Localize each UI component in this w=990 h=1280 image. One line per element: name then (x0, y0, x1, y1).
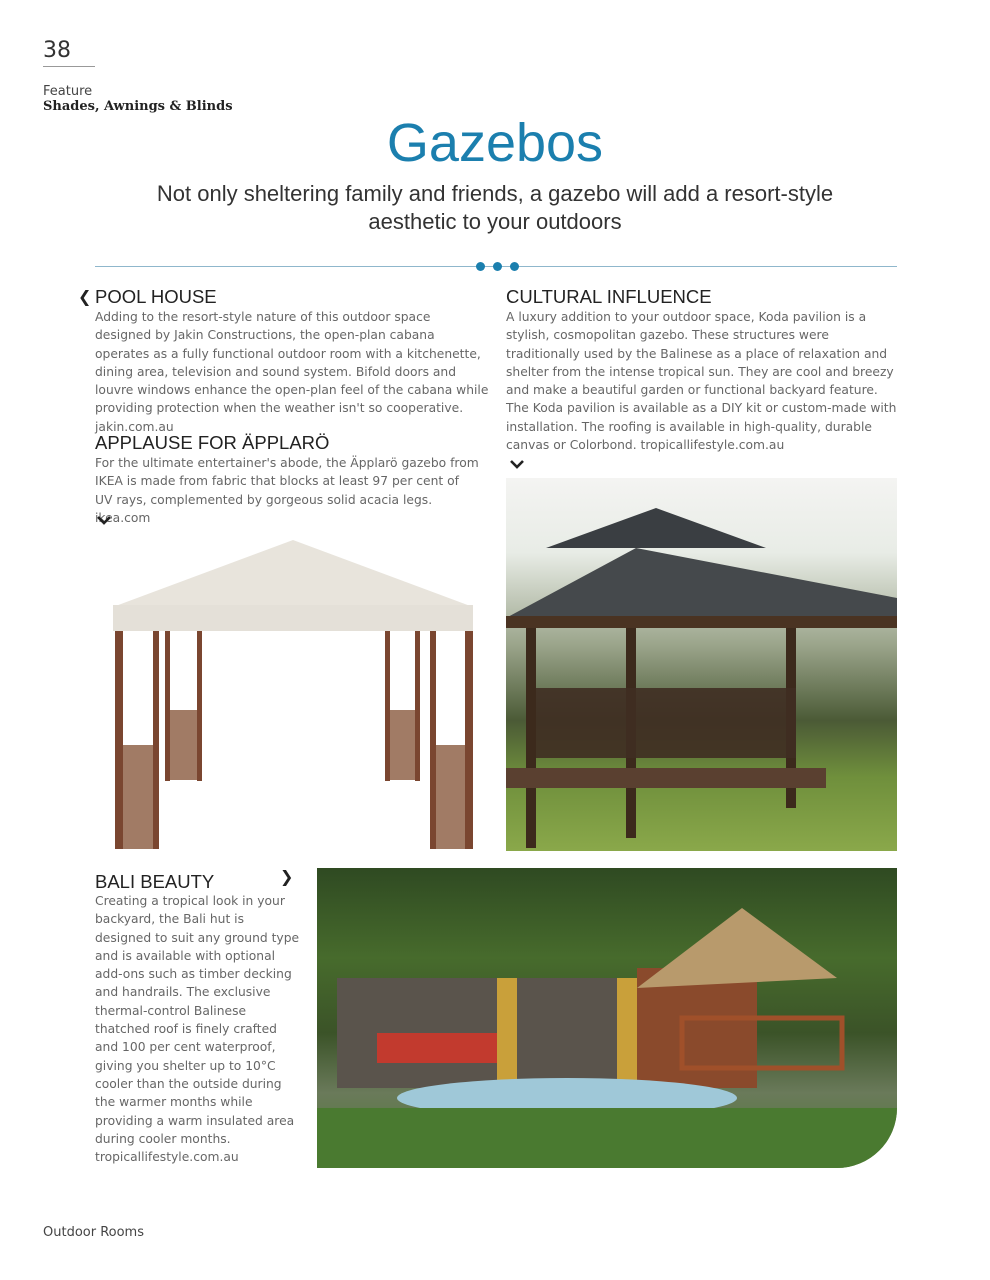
chevron-down-icon (96, 515, 112, 525)
koda-pavilion-photo (506, 478, 897, 851)
section-label (43, 84, 233, 114)
bali-hut-photo (317, 868, 897, 1168)
divider-dot (476, 262, 485, 271)
chevron-right-icon: ❯ (280, 867, 294, 886)
chevron-down-icon (509, 459, 525, 469)
article-heading: CULTURAL INFLUENCE (506, 286, 712, 307)
article-heading: BALI BEAUTY (95, 871, 215, 892)
article-heading: APPLAUSE FOR ÄPPLARÖ (95, 432, 330, 453)
article-heading: POOL HOUSE (95, 286, 217, 307)
article-body: Adding to the resort-style nature of this outdoor space designed by Jakin Constructions, the open-plan cabana operates as a fully functional outdoor room with a kitchenette, dining area, television and sound system. Bifold doors and louvre windows enhance the open-plan feel of the cabana while providing protection when the weather isn't so cooperative. jakin.com.au (95, 310, 489, 434)
divider-dot (493, 262, 502, 271)
article-body: Creating a tropical look in your backyard, the Bali hut is designed to suit any ground type and is available with optional add-ons such as timber decking and handrails. The exclusive thermal-control Balinese thatched roof is finely crafted and 100 per cent waterproof, giving you shelter up to 10°C cooler than the outside during the warmer months while providing a warm insulated area during cooler months. tropicallifestyle.com.au (95, 894, 300, 1165)
applaro-gazebo-photo (105, 535, 480, 853)
footer-text: Outdoor Rooms (43, 1225, 144, 1240)
section-name: Shades, Awnings & Blinds (43, 99, 233, 114)
article-body: A luxury addition to your outdoor space, Koda pavilion is a stylish, cosmopolitan gazebo. These structures were traditionally used by the Balinese as a place of relaxation and shelter from the intense tropical sun. They are cool and breezy and make a beautiful garden or functional backyard feature. The Koda pavilion is available as a DIY kit or custom-made with installation. The roofing is available in high-quality, durable canvas or Colorbond. tropicallifestyle.com.au (506, 310, 897, 453)
page-number: 38 (43, 38, 95, 67)
chevron-left-icon: ❮ (78, 287, 92, 306)
page-subtitle: Not only sheltering family and friends, a gazebo will add a resort-style aesthetic to your outdoors (156, 181, 834, 234)
section-type: Feature (43, 84, 93, 99)
divider-dot (510, 262, 519, 271)
article-body: For the ultimate entertainer's abode, the Äpplarö gazebo from IKEA is made from fabric that blocks at least 97 per cent of UV rays, complemented by gorgeous solid acacia legs. ikea.com (95, 456, 479, 525)
page-title: Gazebos (386, 113, 604, 173)
